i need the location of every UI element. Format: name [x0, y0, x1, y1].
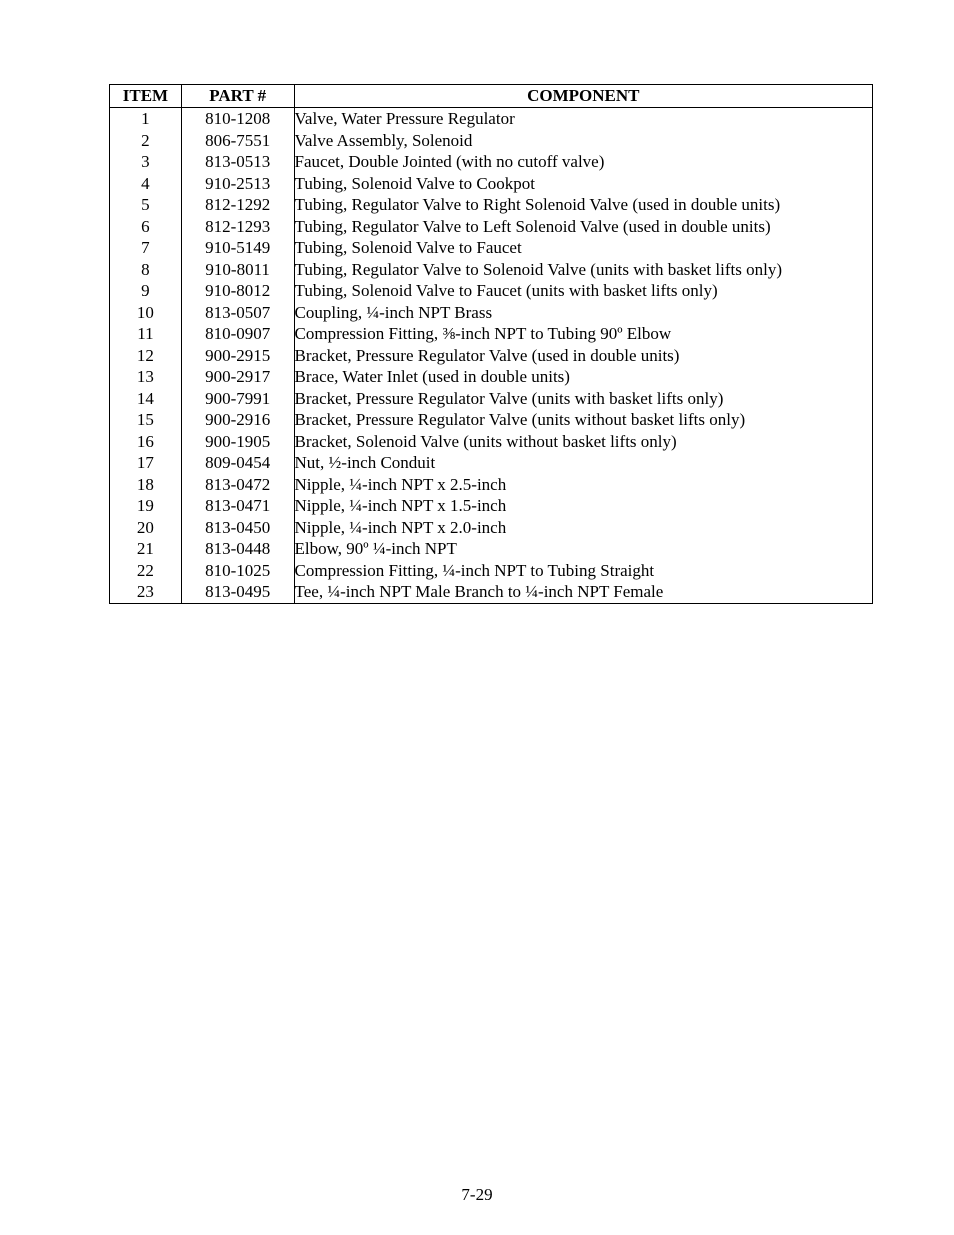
component-cell: Valve, Water Pressure Regulator [294, 108, 872, 130]
item-cell: 9 [110, 280, 182, 302]
item-cell: 7 [110, 237, 182, 259]
page-number: 7-29 [461, 1185, 493, 1204]
item-cell: 22 [110, 560, 182, 582]
header-component: COMPONENT [294, 85, 872, 108]
item-cell: 8 [110, 259, 182, 281]
item-cell: 5 [110, 194, 182, 216]
component-cell: Faucet, Double Jointed (with no cutoff valve) [294, 151, 872, 173]
component-cell: Elbow, 90º ¼-inch NPT [294, 538, 872, 560]
part-number-cell: 910-8012 [181, 280, 294, 302]
table-row [110, 517, 873, 539]
component-cell: Tubing, Solenoid Valve to Faucet [294, 237, 872, 259]
table-row [110, 151, 873, 173]
header-item: ITEM [110, 85, 182, 108]
item-cell: 20 [110, 517, 182, 539]
table-body [110, 108, 873, 604]
part-number-cell: 813-0472 [181, 474, 294, 496]
table-row [110, 560, 873, 582]
item-cell: 11 [110, 323, 182, 345]
table-row [110, 237, 873, 259]
component-cell: Compression Fitting, ⅜-inch NPT to Tubing 90º Elbow [294, 323, 872, 345]
item-cell: 21 [110, 538, 182, 560]
item-cell: 15 [110, 409, 182, 431]
table-row [110, 345, 873, 367]
part-number-cell: 813-0448 [181, 538, 294, 560]
component-cell: Coupling, ¼-inch NPT Brass [294, 302, 872, 324]
table-row [110, 431, 873, 453]
part-number-cell: 810-1025 [181, 560, 294, 582]
item-cell: 14 [110, 388, 182, 410]
table-row [110, 452, 873, 474]
component-cell: Tubing, Regulator Valve to Left Solenoid Valve (used in double units) [294, 216, 872, 238]
item-cell: 4 [110, 173, 182, 195]
table-row [110, 409, 873, 431]
part-number-cell: 900-2917 [181, 366, 294, 388]
table-row [110, 538, 873, 560]
item-cell: 6 [110, 216, 182, 238]
table-row [110, 194, 873, 216]
table-row [110, 366, 873, 388]
part-number-cell: 900-2915 [181, 345, 294, 367]
component-cell: Tubing, Solenoid Valve to Faucet (units with basket lifts only) [294, 280, 872, 302]
item-cell: 23 [110, 581, 182, 603]
part-number-cell: 813-0450 [181, 517, 294, 539]
table-row [110, 130, 873, 152]
part-number-cell: 812-1293 [181, 216, 294, 238]
table-row [110, 581, 873, 603]
part-number-cell: 910-8011 [181, 259, 294, 281]
item-cell: 17 [110, 452, 182, 474]
part-number-cell: 813-0507 [181, 302, 294, 324]
component-cell: Compression Fitting, ¼-inch NPT to Tubing Straight [294, 560, 872, 582]
part-number-cell: 806-7551 [181, 130, 294, 152]
part-number-cell: 813-0471 [181, 495, 294, 517]
component-cell: Nipple, ¼-inch NPT x 2.5-inch [294, 474, 872, 496]
item-cell: 16 [110, 431, 182, 453]
table-row [110, 280, 873, 302]
table-row [110, 388, 873, 410]
header-part-number: PART # [181, 85, 294, 108]
table-header [110, 85, 873, 108]
item-cell: 18 [110, 474, 182, 496]
part-number-cell: 900-1905 [181, 431, 294, 453]
part-number-cell: 809-0454 [181, 452, 294, 474]
table-row [110, 173, 873, 195]
component-cell: Nipple, ¼-inch NPT x 1.5-inch [294, 495, 872, 517]
part-number-cell: 810-1208 [181, 108, 294, 130]
part-number-cell: 812-1292 [181, 194, 294, 216]
parts-table [109, 84, 873, 604]
component-cell: Bracket, Pressure Regulator Valve (units with basket lifts only) [294, 388, 872, 410]
component-cell: Tubing, Regulator Valve to Right Solenoid Valve (used in double units) [294, 194, 872, 216]
component-cell: Brace, Water Inlet (used in double units) [294, 366, 872, 388]
table-row [110, 495, 873, 517]
table-row [110, 259, 873, 281]
item-cell: 2 [110, 130, 182, 152]
item-cell: 13 [110, 366, 182, 388]
component-cell: Tubing, Solenoid Valve to Cookpot [294, 173, 872, 195]
component-cell: Bracket, Pressure Regulator Valve (units without basket lifts only) [294, 409, 872, 431]
component-cell: Nut, ½-inch Conduit [294, 452, 872, 474]
table-row [110, 108, 873, 130]
component-cell: Tee, ¼-inch NPT Male Branch to ¼-inch NPT Female [294, 581, 872, 603]
table-row [110, 216, 873, 238]
part-number-cell: 900-7991 [181, 388, 294, 410]
table-row [110, 323, 873, 345]
table-row [110, 474, 873, 496]
table-row [110, 302, 873, 324]
component-cell: Bracket, Pressure Regulator Valve (used in double units) [294, 345, 872, 367]
part-number-cell: 810-0907 [181, 323, 294, 345]
part-number-cell: 813-0495 [181, 581, 294, 603]
item-cell: 19 [110, 495, 182, 517]
part-number-cell: 813-0513 [181, 151, 294, 173]
part-number-cell: 910-5149 [181, 237, 294, 259]
part-number-cell: 910-2513 [181, 173, 294, 195]
component-cell: Tubing, Regulator Valve to Solenoid Valve (units with basket lifts only) [294, 259, 872, 281]
component-cell: Bracket, Solenoid Valve (units without basket lifts only) [294, 431, 872, 453]
item-cell: 3 [110, 151, 182, 173]
item-cell: 12 [110, 345, 182, 367]
part-number-cell: 900-2916 [181, 409, 294, 431]
header-row [110, 85, 873, 108]
component-cell: Nipple, ¼-inch NPT x 2.0-inch [294, 517, 872, 539]
item-cell: 10 [110, 302, 182, 324]
item-cell: 1 [110, 108, 182, 130]
component-cell: Valve Assembly, Solenoid [294, 130, 872, 152]
